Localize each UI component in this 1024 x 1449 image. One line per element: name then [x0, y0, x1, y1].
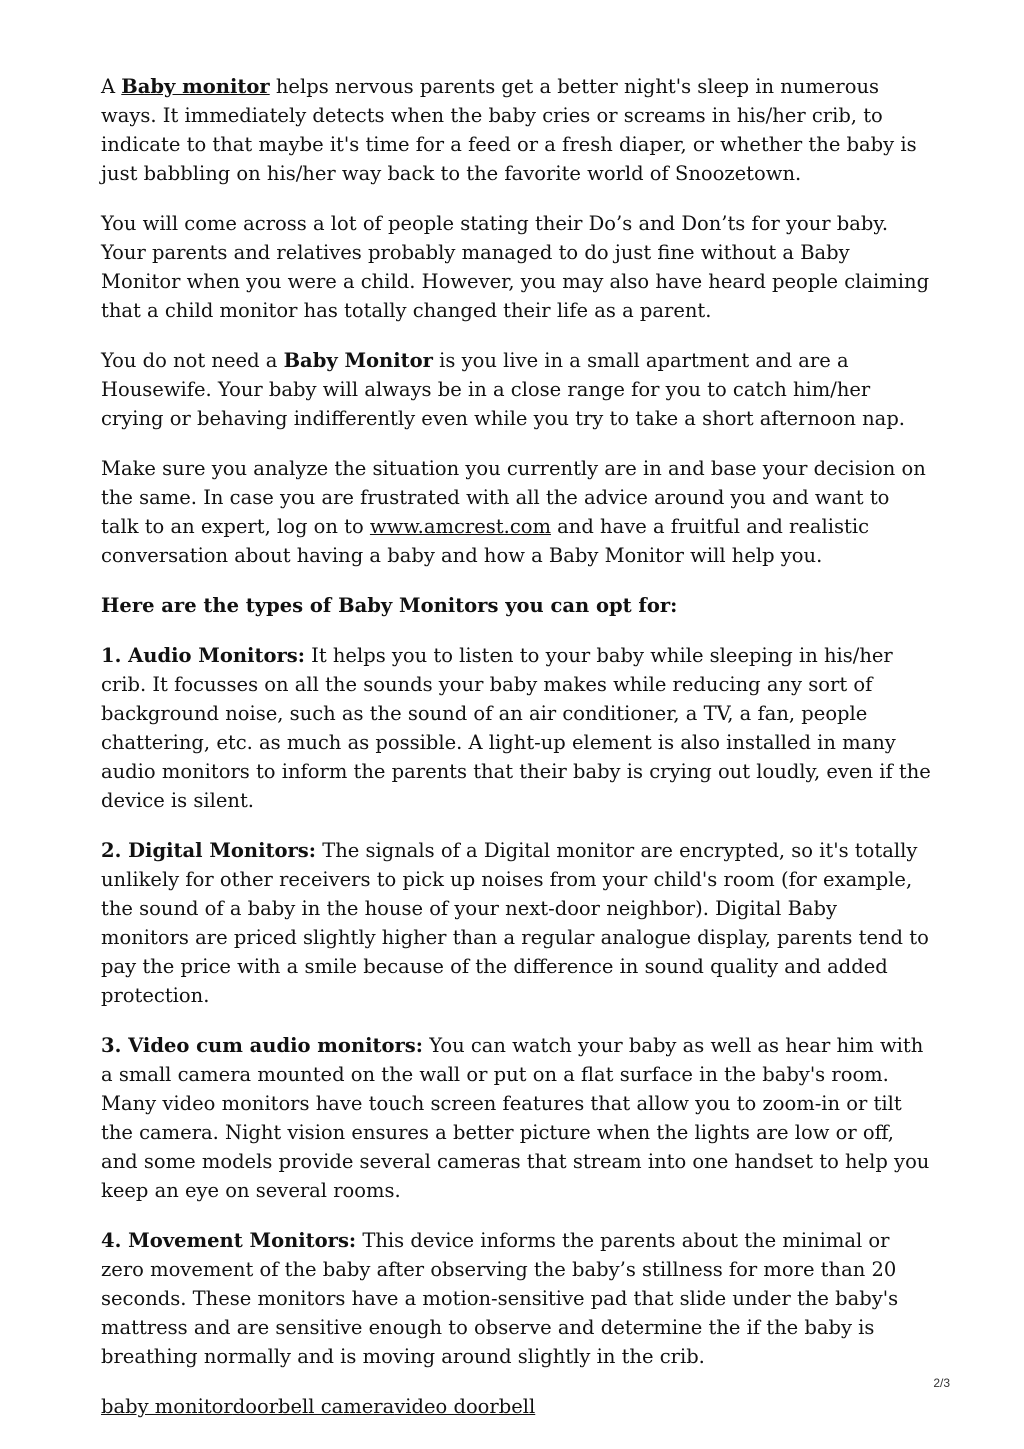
type-item-digital — [101, 836, 931, 1010]
heading-text: Here are the types of Baby Monitors you can opt for: — [101, 594, 678, 617]
type-text: This device informs the parents about the minimal or zero movement of the baby after observing the baby’s stillness for more than 20 seconds. These monitors have a motion-sensitive pad that slide under the baby's mattress and are sensitive enough to observe and determine the if the baby is breathing normally and is moving around slightly in the crib. — [101, 1229, 899, 1368]
type-text: It helps you to listen to your baby while sleeping in his/her crib. It focusses on all the sounds your baby makes while reducing any sort of background noise, such as the sound of an air conditioner, a TV, a fan, people chattering, etc. as much as possible. A light-up element is also installed in many audio monitors to inform the parents that their baby is crying out loudly, even if the device is silent. — [101, 644, 931, 812]
type-item-video — [101, 1031, 931, 1205]
intro-paragraph-2: You will come across a lot of people stating their Do’s and Don’ts for your baby. Your parents and relatives probably managed to do just fine without a Baby Monitor when you were a child. However, you may also have heard people claiming that a child monitor has totally changed their life as a parent. — [101, 212, 930, 322]
types-heading — [101, 591, 931, 620]
amcrest-link[interactable]: www.amcrest.com — [369, 515, 551, 538]
text: Make sure you analyze the situation you currently are in and base your decision on the same. In case you are frustrated with all the advice around you and want to talk to an expert, log on to — [101, 457, 926, 538]
type-title: 2. Digital Monitors: — [101, 839, 316, 862]
tag-doorbell-camera-link[interactable]: doorbell camera — [232, 1395, 395, 1418]
tag-links — [101, 1392, 931, 1421]
type-item-audio — [101, 641, 931, 815]
type-text: The signals of a Digital monitor are encrypted, so it's totally unlikely for other receivers to pick up noises from your child's room (for example, the sound of a baby in the house of your next-door neighbor). Digital Baby monitors are priced slightly higher than a regular analogue display, parents tend to pay the price with a smile because of the difference in sound quality and added protection. — [101, 839, 929, 1007]
intro-paragraph-4 — [101, 454, 931, 570]
text: A — [101, 75, 122, 98]
text: and have a fruitful and realistic conversation about having a baby and how a Baby Monitor will help you. — [101, 515, 870, 567]
type-item-movement — [101, 1226, 931, 1371]
text: You do not need a — [101, 349, 284, 372]
text: helps nervous parents get a better night's sleep in numerous ways. It immediately detects when the baby cries or screams in his/her crib, to indicate to that maybe it's time for a feed or a fresh diaper, or whether the baby is just babbling on his/her way back to the favorite world of Snoozetown. — [101, 75, 917, 185]
tag-baby-monitor-link[interactable]: baby monitor — [101, 1395, 233, 1418]
link-text[interactable]: Baby monitor — [121, 75, 270, 98]
intro-paragraph-3 — [101, 346, 931, 433]
bold-text: Baby Monitor — [283, 349, 433, 372]
intro-paragraph-1 — [101, 72, 931, 188]
tag-video-doorbell-link[interactable]: video doorbell — [394, 1395, 536, 1418]
text: is you live in a small apartment and are a Housewife. Your baby will always be in a close range for you to catch him/her crying or behaving indifferently even while you try to take a short afternoon nap. — [101, 349, 905, 430]
type-text: You can watch your baby as well as hear him with a small camera mounted on the wall or put on a flat surface in the baby's room. Many video monitors have touch screen features that allow you to zoom-in or tilt the camera. Night vision ensures a better picture when the lights are low or off, and some models provide several cameras that stream into one handset to help you keep an eye on several rooms. — [101, 1034, 930, 1202]
page-number: 2/3 — [933, 1376, 950, 1390]
type-title: 1. Audio Monitors: — [101, 644, 305, 667]
document-body — [101, 72, 931, 1442]
type-title: 4. Movement Monitors: — [101, 1229, 357, 1252]
baby-monitor-link[interactable] — [121, 75, 269, 98]
type-title: 3. Video cum audio monitors: — [101, 1034, 423, 1057]
